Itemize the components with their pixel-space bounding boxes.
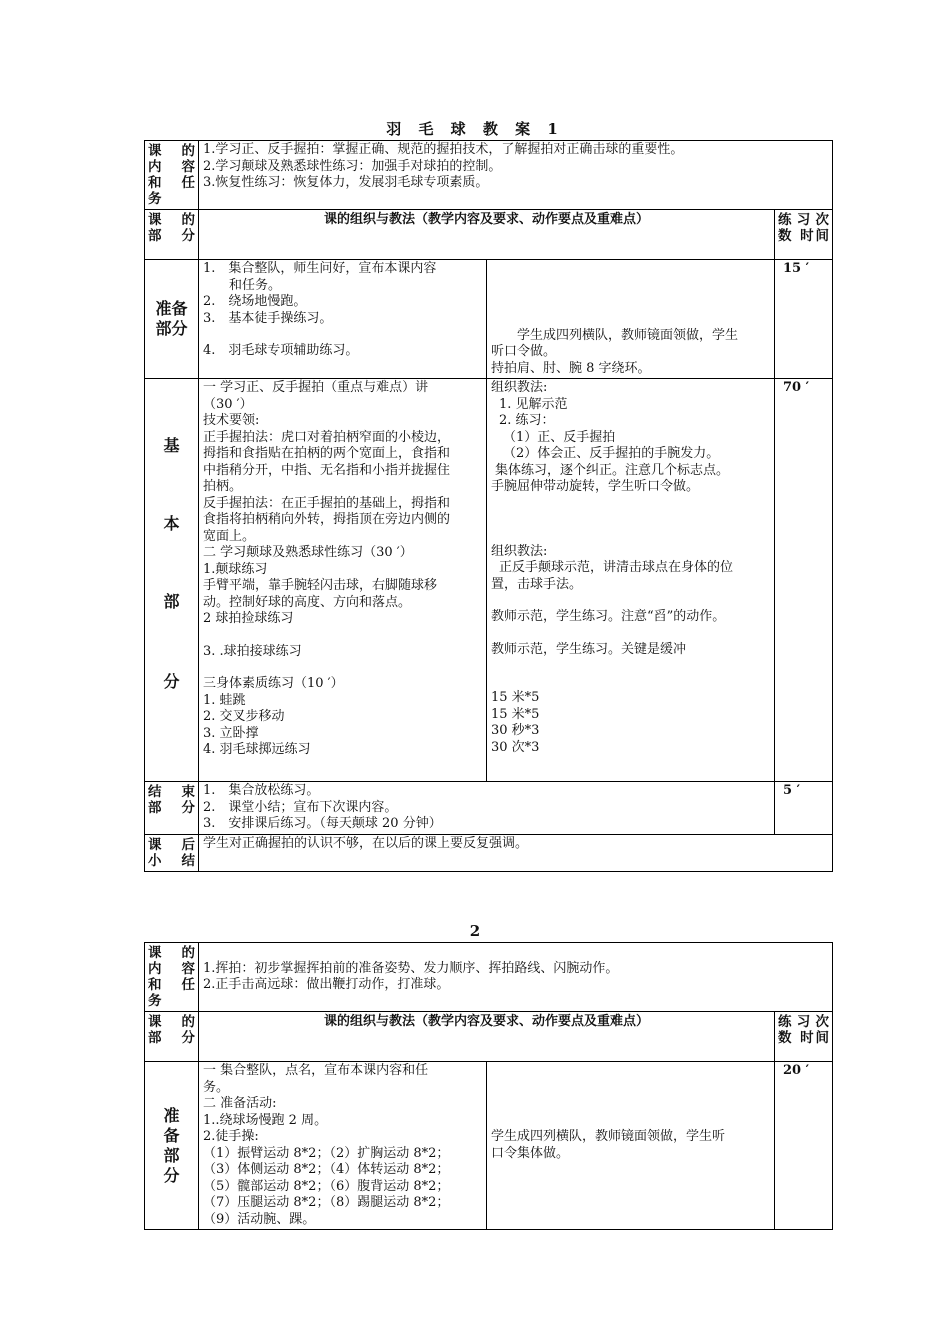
label-part: 课 的 部分 [145, 1012, 199, 1062]
end-label: 结 束 部分 [145, 782, 199, 835]
prep-time: 15 ′ [775, 260, 833, 379]
label-time: 练 习 次 数 时间 [775, 210, 833, 260]
basic-time: 70 ′ [775, 379, 833, 782]
content-item: 2.正手击高远球：做出鞭打动作，打准球。 [203, 977, 450, 992]
prep-label: 准备部分 [145, 260, 199, 379]
lesson1-content [199, 141, 833, 210]
content-item: 2.学习颠球及熟悉球性练习：加强手对球拍的控制。 [203, 158, 502, 174]
lesson2-title: 2 [469, 922, 481, 940]
prep-label: 准 备 部 分 [145, 1062, 199, 1230]
label-content: 课 的 内 容 和 任 务 [145, 141, 199, 210]
lesson2-table [144, 942, 833, 1230]
summary-label: 课 后 小结 [145, 834, 199, 871]
header-method: 课的组织与教法（教学内容及要求、动作要点及重难点） [199, 210, 775, 260]
content-item: 3.恢复性练习：恢复体力，发展羽毛球专项素质。 [203, 175, 489, 190]
header-method: 课的组织与教法（教学内容及要求、动作要点及重难点） [199, 1012, 775, 1062]
prep-method: 学生成四列横队，教师镜面领做，学生听 口令集体做。 [487, 1062, 775, 1230]
end-items: 1. 集合放松练习。 2. 课堂小结；宣布下次课内容。 3. 安排课后练习。（每天颠球 20 分钟） [199, 782, 775, 835]
prep-time: 20 ′ [775, 1062, 833, 1230]
label-content: 课 的 内 容 和 任 务 [145, 943, 199, 1012]
label-time: 练 习 次 数 时间 [775, 1012, 833, 1062]
content-item: 1.挥拍：初步掌握挥拍前的准备姿势、发力顺序、挥拍路线、闪腕动作。 [203, 960, 619, 976]
basic-right: 组织教法: 1. 见解示范 2. 练习： （1）正、反手握拍 （2）体会正、反手握拍的手腕发力。 集体练习，逐个纠正。注意几个标志点。 手腕屈伸带动旋转，学生听口令做。 组织教法: 正反手颠球示范，讲清击球点在身体的位 置，击球手法。 教师示范，学生练习。注意“舀”的动作。 教师示范，学生练习。关键是缓冲 15 米*5 15 米*5 30 秒*3 30 次*3 [487, 379, 775, 782]
prep-method: 学生成四列横队，教师镜面领做，学生 听口令做。 持拍肩、肘、腕 8 字绕环。 [487, 260, 775, 379]
lesson1-table [144, 140, 833, 872]
basic-label: 基 本 部 分 [145, 379, 199, 782]
basic-left: 一 学习正、反手握拍（重点与难点）讲 （30 ′） 技术要领: 正手握拍法：虎口对着拍柄窄面的小棱边， 拇指和食指贴在拍柄的两个宽面上，食指和 中指稍分开，中指、无名指和小指并拢握住 拍柄。 反手握拍法：在正手握拍的基础上，拇指和 食指将拍柄稍向外转，拇指顶在旁边内侧的 宽面上。 二 学习颠球及熟悉球性练习（30 ′） 1.颠球练习 手臂平端，靠手腕轻闪击球，右脚随球移 动。控制好球的高度、方向和落点。 2 球拍捡球练习 3. .球拍接球练习 三身体素质练习（10 ′） 1. 蛙跳 2. 交叉步移动 3. 立卧撑 4. 羽毛球掷远练习 [199, 379, 487, 782]
lesson2-content [199, 943, 833, 1012]
end-time: 5 ′ [775, 782, 833, 835]
summary-text: 学生对正确握拍的认识不够，在以后的课上要反复强调。 [199, 834, 833, 871]
label-part: 课 的 部分 [145, 210, 199, 260]
lesson1-title: 羽 毛 球 教 案 1 [386, 120, 564, 138]
prep-items: 一 集合整队，点名，宣布本课内容和任 务。 二 准备活动: 1..绕球场慢跑 2 周。 2.徒手操: （1）振臂运动 8*2；（2）扩胸运动 8*2； （3）体侧运动 8*2；（4）体转运动 8*2； （5）髋部运动 8*2；（6）腹背运动 8*2； （7）压腿运动 8*2；（8）踢腿运动 8*2； （9）活动腕、踝。 [199, 1062, 487, 1230]
content-item: 1.学习正、反手握拍：掌握正确、规范的握拍技术，了解握拍对正确击球的重要性。 [203, 142, 684, 157]
prep-items: 1. 集合整队，师生问好，宣布本课内容 和任务。 2. 绕场地慢跑。 3. 基本徒手操练习。 4. 羽毛球专项辅助练习。 [199, 260, 487, 379]
